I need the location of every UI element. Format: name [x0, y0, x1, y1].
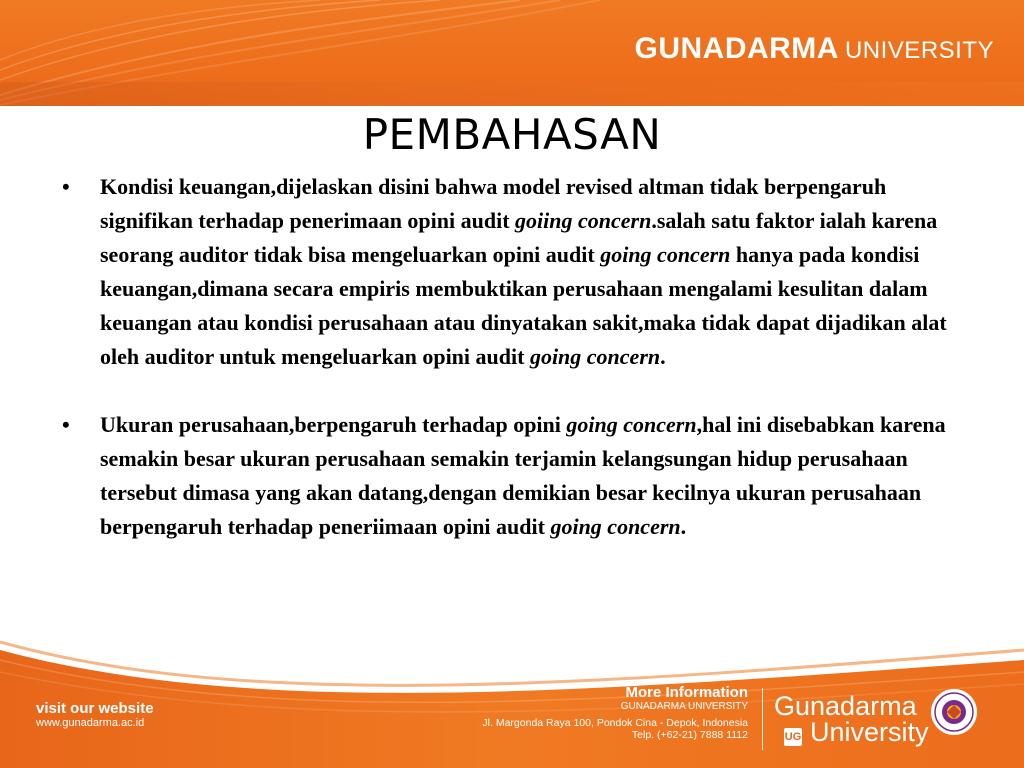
- bullet-text: .: [680, 514, 687, 539]
- more-information: [482, 684, 748, 741]
- footer-divider: [762, 688, 763, 750]
- bullet-italic: going concern: [600, 242, 731, 267]
- bullet-text: ,hal ini disebabkan karena semakin besar ukuran perusahaan semakin terjamin kelangsungan hidup perusahaan tersebut dimasa yang akan datang,dengan demikian besar kecilnya ukuran perusahaan berpengaruh terhadap peneriimaan opini audit: [100, 412, 946, 539]
- bullet-italic: going concern: [550, 514, 681, 539]
- bullet-text: Ukuran perusahaan,berpengaruh terhadap opini: [100, 412, 567, 437]
- bullet-italic: going concern: [529, 344, 661, 369]
- logo-line-2: University: [810, 717, 929, 747]
- ug-badge-icon: UG: [784, 728, 802, 746]
- bullet-text: .: [660, 344, 666, 369]
- bullet-symbol: •: [62, 174, 70, 199]
- slide-title: PEMBAHASAN: [362, 110, 662, 159]
- more-info-org: GUNADARMA UNIVERSITY: [620, 701, 748, 712]
- more-info-title: More Information: [625, 684, 748, 701]
- brand-suffix: UNIVERSITY: [844, 37, 994, 64]
- bullet-symbol: •: [62, 412, 70, 437]
- visit-website: [36, 700, 154, 729]
- address-text: Jl. Margonda Raya 100, Pondok Cina - Depok, Indonesia: [482, 717, 748, 729]
- bullet-text: .salah satu faktor ialah karena seorang auditor tidak bisa mengeluarkan opini audit: [100, 208, 938, 267]
- bullet-item: [62, 408, 962, 544]
- header-brand: [634, 32, 994, 66]
- slide-content: [62, 170, 962, 578]
- logo-line-1: Gunadarma: [774, 691, 917, 721]
- bullet-item: [62, 170, 962, 374]
- bullet-text: Kondisi keuangan,dijelaskan disini bahwa model revised altman tidak berpengaruh signifikan terhadap penerimaan opini audit: [100, 174, 887, 233]
- brand-name: GUNADARMA: [634, 32, 839, 65]
- website-link[interactable]: www.gunadarma.ac.id: [36, 717, 145, 729]
- visit-label: visit our website: [36, 700, 154, 717]
- phone-text: Telp. (+62-21) 7888 1112: [631, 729, 748, 741]
- bullet-italic: going concern: [566, 412, 697, 437]
- bullet-italic: goiing concern: [515, 208, 652, 233]
- university-seal-icon: [930, 688, 978, 736]
- bullet-text: hanya pada kondisi keuangan,dimana secara empiris membuktikan perusahaan mengalami kesulitan dalam keuangan atau kondisi perusahaan atau dinyatakan sakit,maka tidak dapat dijadikan alat oleh auditor untuk mengeluarkan opini audit: [100, 242, 947, 369]
